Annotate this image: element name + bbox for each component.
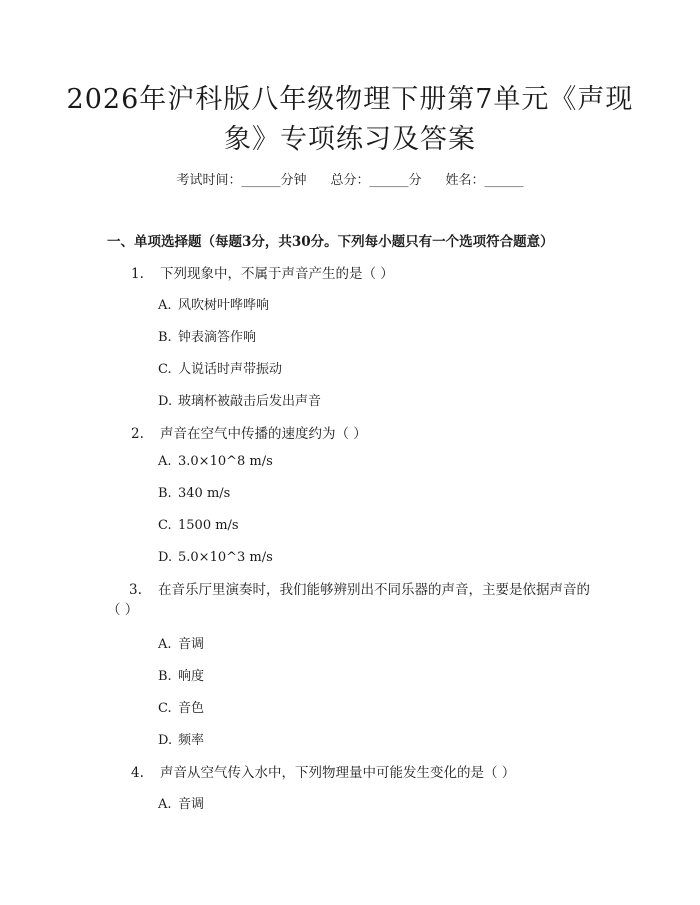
- section-heading: 一、单项选择题（每题3分，共30分。下列每小题只有一个选项符合题意）: [107, 234, 554, 250]
- score-blank: ______: [369, 173, 409, 188]
- question-text: 声音在空气中传播的速度约为（ ）: [160, 426, 367, 442]
- question-number: 1.: [131, 266, 144, 282]
- option-letter: D.: [158, 733, 173, 748]
- name-blank: ______: [484, 173, 524, 188]
- option-text: 响度: [178, 669, 205, 684]
- option-letter: A.: [158, 454, 172, 469]
- option-text: 钟表滴答作响: [178, 330, 257, 345]
- option-letter: A.: [158, 797, 172, 812]
- name-label: 姓名：: [445, 173, 485, 188]
- option-text: 3.0×10^8 m/s: [178, 454, 273, 469]
- question-number: 3.: [129, 582, 142, 598]
- option-text: 音调: [178, 637, 205, 652]
- option-text: 1500 m/s: [178, 518, 239, 533]
- option-letter: A.: [158, 298, 172, 313]
- option-letter: C.: [158, 701, 172, 716]
- question-3-option-a: [158, 633, 204, 652]
- option-letter: C.: [158, 518, 172, 533]
- score-unit: 分: [408, 173, 422, 188]
- question-4: [131, 761, 515, 781]
- question-1: [131, 262, 394, 282]
- exam-time-blank: ______: [241, 173, 281, 188]
- option-letter: B.: [158, 669, 172, 684]
- option-text: 风吹树叶哗哗响: [178, 298, 270, 313]
- question-1-option-d: [158, 390, 321, 409]
- question-1-option-a: [158, 294, 269, 313]
- question-2: [131, 422, 367, 442]
- option-text: 5.0×10^3 m/s: [178, 550, 273, 565]
- exam-info-line: [0, 169, 700, 188]
- question-3-option-d: [158, 729, 204, 748]
- option-letter: D.: [158, 394, 173, 409]
- question-number: 2.: [131, 426, 144, 442]
- question-3-option-b: [158, 665, 204, 684]
- question-1-option-b: [158, 326, 256, 345]
- question-2-option-b: [158, 486, 230, 501]
- option-text: 340 m/s: [178, 486, 231, 501]
- option-text: 频率: [178, 733, 205, 748]
- exam-time-unit: 分钟: [280, 173, 307, 188]
- question-1-option-c: [158, 358, 282, 377]
- option-text: 玻璃杯被敲击后发出声音: [178, 394, 322, 409]
- exam-time-label: 考试时间：: [176, 173, 242, 188]
- option-letter: D.: [158, 550, 173, 565]
- option-letter: A.: [158, 637, 172, 652]
- question-4-option-a: [158, 793, 204, 812]
- question-2-option-c: [158, 518, 239, 533]
- option-letter: C.: [158, 362, 172, 377]
- question-2-option-d: [158, 550, 273, 565]
- option-text: 音色: [178, 701, 205, 716]
- question-text: 下列现象中，不属于声音产生的是（ ）: [160, 266, 394, 282]
- question-2-option-a: [158, 454, 273, 469]
- option-letter: B.: [158, 330, 172, 345]
- score-label: 总分：: [330, 173, 370, 188]
- question-3: [107, 580, 601, 620]
- option-text: 音调: [178, 797, 205, 812]
- question-text: 声音从空气传入水中，下列物理量中可能发生变化的是（ ）: [160, 765, 516, 781]
- option-text: 人说话时声带振动: [178, 362, 283, 377]
- question-number: 4.: [131, 765, 144, 781]
- option-letter: B.: [158, 486, 172, 501]
- document-title: 2026年沪科版八年级物理下册第7单元《声现象》专项练习及答案: [66, 84, 634, 155]
- question-3-option-c: [158, 697, 204, 716]
- question-text: 在音乐厅里演奏时，我们能够辨别出不同乐器的声音，主要是依据声音的（ ）: [107, 582, 590, 618]
